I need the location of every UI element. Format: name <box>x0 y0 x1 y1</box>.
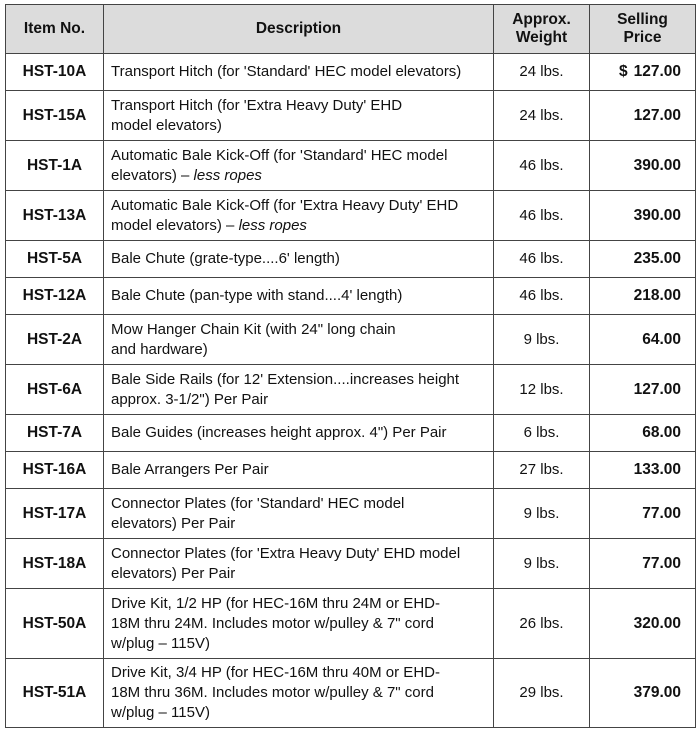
description-line: w/plug – 115V) <box>111 634 210 652</box>
item-weight: 46 lbs. <box>494 191 590 241</box>
table-row <box>6 54 696 91</box>
description-line: Transport Hitch (for 'Standard' HEC model elevators) <box>111 63 462 80</box>
description-line: 18M thru 24M. Includes motor w/pulley & 7" cord <box>111 614 434 632</box>
header-weight-line-1: Approx. <box>512 11 571 28</box>
table-row <box>6 489 696 539</box>
item-weight: 46 lbs. <box>494 278 590 315</box>
item-weight: 46 lbs. <box>494 141 590 191</box>
description-line: 18M thru 36M. Includes motor w/pulley & 7" cord <box>111 684 434 701</box>
table-row <box>6 315 696 365</box>
table-row <box>6 659 696 728</box>
item-number: HST-6A <box>6 365 104 415</box>
description-note: less ropes <box>193 166 262 184</box>
item-description <box>104 489 494 539</box>
item-number: HST-12A <box>6 278 104 315</box>
description-line: and hardware) <box>111 340 208 358</box>
item-weight: 9 lbs. <box>494 539 590 589</box>
price-value: 320.00 <box>633 614 681 632</box>
description-line: approx. 3-1/2") Per Pair <box>111 390 269 408</box>
description-line: elevators) Per Pair <box>111 514 236 532</box>
item-description <box>104 141 494 191</box>
item-price <box>590 489 696 539</box>
item-number: HST-17A <box>6 489 104 539</box>
item-price <box>590 415 696 452</box>
item-price <box>590 54 696 91</box>
item-weight: 29 lbs. <box>494 659 590 728</box>
table-row <box>6 415 696 452</box>
header-weight-line-2: Weight <box>515 29 568 46</box>
item-price <box>590 141 696 191</box>
item-description <box>104 415 494 452</box>
item-description <box>104 54 494 91</box>
header-weight <box>494 5 590 54</box>
header-price <box>590 5 696 54</box>
price-value: 64.00 <box>642 330 681 348</box>
table-row <box>6 365 696 415</box>
item-weight: 24 lbs. <box>494 91 590 141</box>
description-line: Bale Chute (grate-type....6' length) <box>111 250 340 267</box>
price-value: 133.00 <box>633 461 681 478</box>
description-line: model elevators) – <box>111 216 239 234</box>
header-item-no: Item No. <box>6 5 104 54</box>
item-description <box>104 659 494 728</box>
table-row <box>6 452 696 489</box>
currency-symbol: $ <box>618 63 628 80</box>
description-note: less ropes <box>238 216 307 234</box>
price-value: 68.00 <box>642 424 681 441</box>
table-row <box>6 91 696 141</box>
price-list-table <box>5 4 696 728</box>
item-number: HST-1A <box>6 141 104 191</box>
item-description <box>104 539 494 589</box>
item-price <box>590 278 696 315</box>
description-line: w/plug – 115V) <box>111 704 210 721</box>
item-weight: 24 lbs. <box>494 54 590 91</box>
header-row <box>6 5 696 54</box>
item-number: HST-18A <box>6 539 104 589</box>
table-row <box>6 589 696 659</box>
price-value: 77.00 <box>642 504 681 522</box>
price-value: 127.00 <box>633 106 681 124</box>
item-weight: 46 lbs. <box>494 241 590 278</box>
item-number: HST-15A <box>6 91 104 141</box>
item-number: HST-16A <box>6 452 104 489</box>
table-body <box>6 54 696 728</box>
item-price <box>590 539 696 589</box>
price-value: 390.00 <box>633 156 681 174</box>
description-line: Automatic Bale Kick-Off (for 'Extra Heavy Duty' EHD <box>111 196 459 214</box>
table-row <box>6 539 696 589</box>
item-number: HST-13A <box>6 191 104 241</box>
description-line: elevators) – <box>111 166 194 184</box>
description-line: model elevators) <box>111 116 222 134</box>
item-description <box>104 315 494 365</box>
item-price <box>590 365 696 415</box>
item-number: HST-51A <box>6 659 104 728</box>
description-line: Bale Chute (pan-type with stand....4' length) <box>111 287 403 304</box>
description-line: Bale Guides (increases height approx. 4") Per Pair <box>111 424 447 441</box>
price-value: 218.00 <box>633 287 681 304</box>
table-row <box>6 241 696 278</box>
item-weight: 6 lbs. <box>494 415 590 452</box>
description-line: Mow Hanger Chain Kit (with 24" long chain <box>111 320 396 338</box>
header-price-line-2: Price <box>623 29 662 46</box>
price-value: 379.00 <box>633 684 681 701</box>
item-weight: 27 lbs. <box>494 452 590 489</box>
description-line: Automatic Bale Kick-Off (for 'Standard' HEC model <box>111 146 448 164</box>
price-value: 235.00 <box>633 250 681 267</box>
item-number: HST-7A <box>6 415 104 452</box>
description-line: Drive Kit, 1/2 HP (for HEC-16M thru 24M or EHD- <box>111 594 440 612</box>
item-number: HST-5A <box>6 241 104 278</box>
item-weight: 12 lbs. <box>494 365 590 415</box>
item-description <box>104 452 494 489</box>
description-line: Connector Plates (for 'Standard' HEC model <box>111 494 405 512</box>
description-line: Transport Hitch (for 'Extra Heavy Duty' EHD <box>111 96 403 114</box>
item-price <box>590 241 696 278</box>
description-line: elevators) Per Pair <box>111 564 236 582</box>
item-weight: 9 lbs. <box>494 315 590 365</box>
item-weight: 9 lbs. <box>494 489 590 539</box>
description-line: Bale Arrangers Per Pair <box>111 461 269 478</box>
item-description <box>104 191 494 241</box>
item-weight: 26 lbs. <box>494 589 590 659</box>
table-row <box>6 141 696 191</box>
item-number: HST-50A <box>6 589 104 659</box>
item-price <box>590 589 696 659</box>
price-value: 127.00 <box>633 63 681 80</box>
description-line: Drive Kit, 3/4 HP (for HEC-16M thru 40M or EHD- <box>111 664 440 681</box>
item-description <box>104 589 494 659</box>
item-price <box>590 191 696 241</box>
price-value: 390.00 <box>633 206 681 224</box>
item-description <box>104 91 494 141</box>
item-number: HST-10A <box>6 54 104 91</box>
item-description <box>104 241 494 278</box>
description-line: Connector Plates (for 'Extra Heavy Duty' EHD model <box>111 544 461 562</box>
header-price-line-1: Selling <box>617 11 668 28</box>
description-line: Bale Side Rails (for 12' Extension....increases height <box>111 370 460 388</box>
item-price <box>590 91 696 141</box>
table-row <box>6 191 696 241</box>
price-value: 127.00 <box>633 380 681 398</box>
item-price <box>590 315 696 365</box>
item-price <box>590 659 696 728</box>
price-value: 77.00 <box>642 554 681 572</box>
item-number: HST-2A <box>6 315 104 365</box>
item-price <box>590 452 696 489</box>
header-description: Description <box>104 5 494 54</box>
table-row <box>6 278 696 315</box>
item-description <box>104 278 494 315</box>
item-description <box>104 365 494 415</box>
